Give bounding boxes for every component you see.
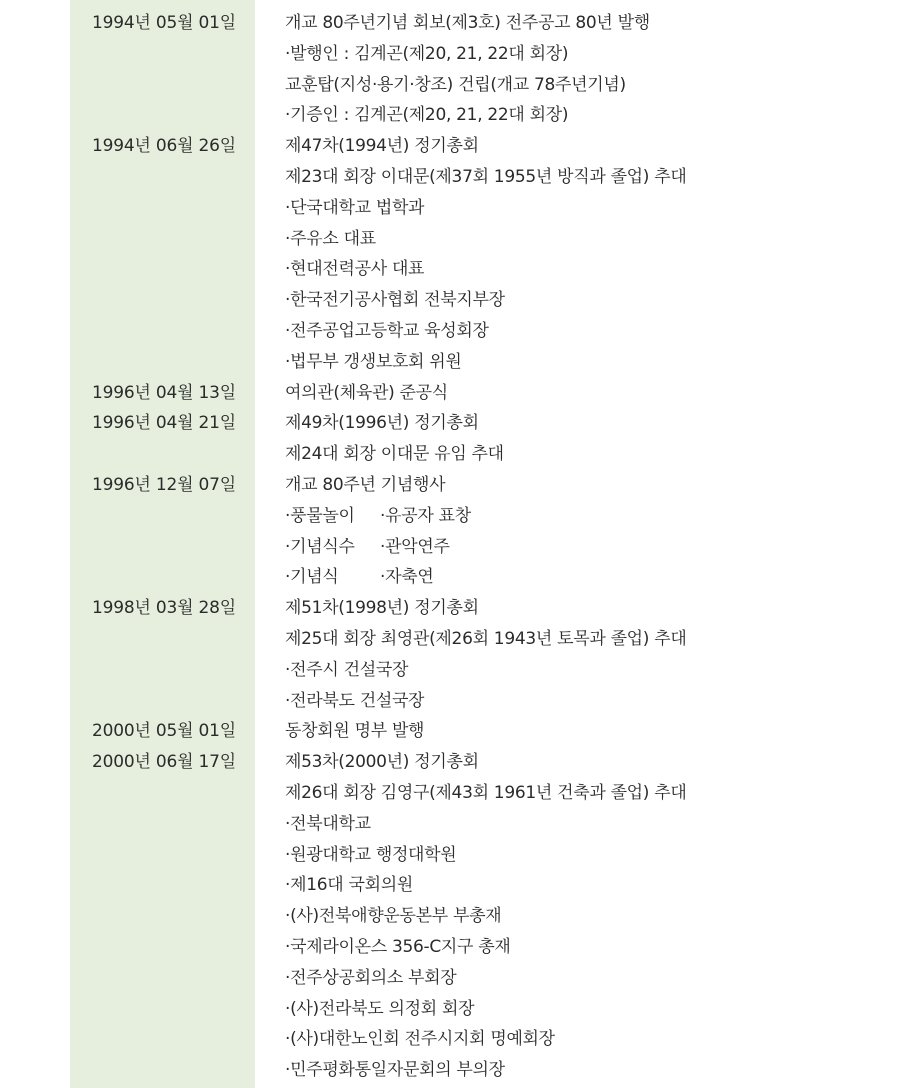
timeline-row: [0, 686, 900, 717]
timeline-entry-text: ·발행인 : 김계곤(제20, 21, 22대 회장): [285, 43, 569, 64]
timeline-date: 1994년 05월 01일: [92, 13, 237, 33]
timeline-entry-text: 제23대 회장 이대문(제37회 1955년 방직과 졸업) 추대: [285, 166, 687, 187]
timeline-row: [0, 439, 900, 470]
timeline-row: [0, 624, 900, 655]
timeline-date: 1996년 04월 21일: [92, 413, 237, 434]
timeline-row: [0, 593, 900, 624]
timeline-entry-text: ·기념식수: [285, 536, 355, 557]
timeline-row: [0, 562, 900, 593]
timeline-row: [0, 224, 900, 255]
timeline-entry-text: ·단국대학교 법학과: [285, 197, 425, 218]
timeline-entry-text: 제26대 회장 김영구(제43회 1961년 건축과 졸업) 추대: [285, 782, 687, 803]
timeline-entry-text: ·한국전기공사협회 전북지부장: [285, 290, 505, 311]
timeline-entry-text: ·기념식: [285, 567, 339, 588]
timeline-row: [0, 470, 900, 501]
timeline-entry-text: 제51차(1998년) 정기총회: [285, 598, 479, 619]
timeline-entry-text: 제49차(1996년) 정기총회: [285, 413, 479, 434]
timeline-row: [0, 408, 900, 439]
timeline-row: [0, 347, 900, 378]
timeline-entry-text: ·민주평화통일자문회의 부의장: [285, 1060, 505, 1081]
timeline-entry-text-second-column: ·자축연: [380, 567, 434, 588]
timeline-entry-text: ·전라북도 건설국장: [285, 690, 425, 711]
timeline-entry-text: 제25대 회장 최영관(제26회 1943년 토목과 졸업) 추대: [285, 628, 687, 649]
timeline-date: 2000년 06월 17일: [92, 752, 237, 773]
timeline-entry-text: 제53차(2000년) 정기총회: [285, 752, 479, 773]
timeline-row: [0, 254, 900, 285]
timeline-row: [0, 1055, 900, 1086]
timeline-entry-text: ·주유소 대표: [285, 228, 376, 249]
timeline-entry-text: ·제16대 국회의원: [285, 875, 413, 896]
timeline-row: [0, 870, 900, 901]
timeline-row: [0, 901, 900, 932]
timeline-list: [0, 8, 900, 1086]
timeline-row: [0, 532, 900, 563]
timeline-entry-text: ·전주시 건설국장: [285, 659, 409, 680]
timeline-entry-text: ·현대전력공사 대표: [285, 259, 425, 280]
timeline-entry-text: ·전주상공회의소 부회장: [285, 967, 457, 988]
timeline-row: [0, 932, 900, 963]
timeline-entry-text: 제24대 회장 이대문 유임 추대: [285, 444, 504, 465]
timeline-entry-text-second-column: ·관악연주: [380, 536, 450, 557]
timeline-row: [0, 994, 900, 1025]
timeline-date: 2000년 05월 01일: [92, 721, 237, 742]
timeline-row: [0, 285, 900, 316]
timeline-entry-text: 제47차(1994년) 정기총회: [285, 136, 479, 157]
timeline-row: [0, 747, 900, 778]
timeline-row: [0, 378, 900, 409]
timeline-date: 1996년 12월 07일: [92, 474, 237, 495]
timeline-entry-text: 개교 80주년 기념행사: [285, 474, 446, 495]
timeline-row: [0, 131, 900, 162]
timeline-entry-text: ·법무부 갱생보호회 위원: [285, 351, 462, 372]
timeline-entry-text: ·풍물놀이: [285, 505, 355, 526]
timeline-row: [0, 70, 900, 101]
timeline-entry-text: ·전주공업고등학교 육성회장: [285, 320, 489, 341]
timeline-entry-text: ·전북대학교: [285, 813, 371, 834]
timeline-row: [0, 655, 900, 686]
timeline-row: [0, 39, 900, 70]
timeline-row: [0, 1024, 900, 1055]
timeline-date: 1998년 03월 28일: [92, 598, 237, 619]
timeline-date: 1994년 06월 26일: [92, 136, 237, 157]
timeline-row: [0, 501, 900, 532]
timeline-row: [0, 809, 900, 840]
timeline-entry-text: 여의관(체육관) 준공식: [285, 382, 448, 403]
timeline-entry-text: ·기증인 : 김계곤(제20, 21, 22대 회장): [285, 105, 569, 126]
timeline-entry-text: ·원광대학교 행정대학원: [285, 844, 457, 865]
timeline-row: [0, 716, 900, 747]
timeline-entry-text: ·(사)대한노인회 전주시지회 명예회장: [285, 1029, 555, 1050]
timeline-entry-text-second-column: ·유공자 표창: [380, 505, 471, 526]
timeline-entry-text: ·국제라이온스 356-C지구 총재: [285, 936, 511, 957]
timeline-date: 1996년 04월 13일: [92, 382, 237, 403]
timeline-row: [0, 162, 900, 193]
timeline-row: [0, 8, 900, 39]
timeline-entry-text: ·(사)전라북도 의정회 회장: [285, 998, 475, 1019]
timeline-row: [0, 193, 900, 224]
timeline-entry-text: 교훈탑(지성·용기·창조) 건립(개교 78주년기념): [285, 74, 626, 95]
timeline-row: [0, 963, 900, 994]
timeline-entry-text: 동창회원 명부 발행: [285, 721, 425, 742]
timeline-row: [0, 100, 900, 131]
timeline-entry-text: ·(사)전북애향운동본부 부총재: [285, 906, 502, 927]
timeline-entry-text: 개교 80주년기념 회보(제3호) 전주공고 80년 발행: [285, 13, 650, 33]
timeline-row: [0, 316, 900, 347]
timeline-row: [0, 840, 900, 871]
timeline-row: [0, 778, 900, 809]
